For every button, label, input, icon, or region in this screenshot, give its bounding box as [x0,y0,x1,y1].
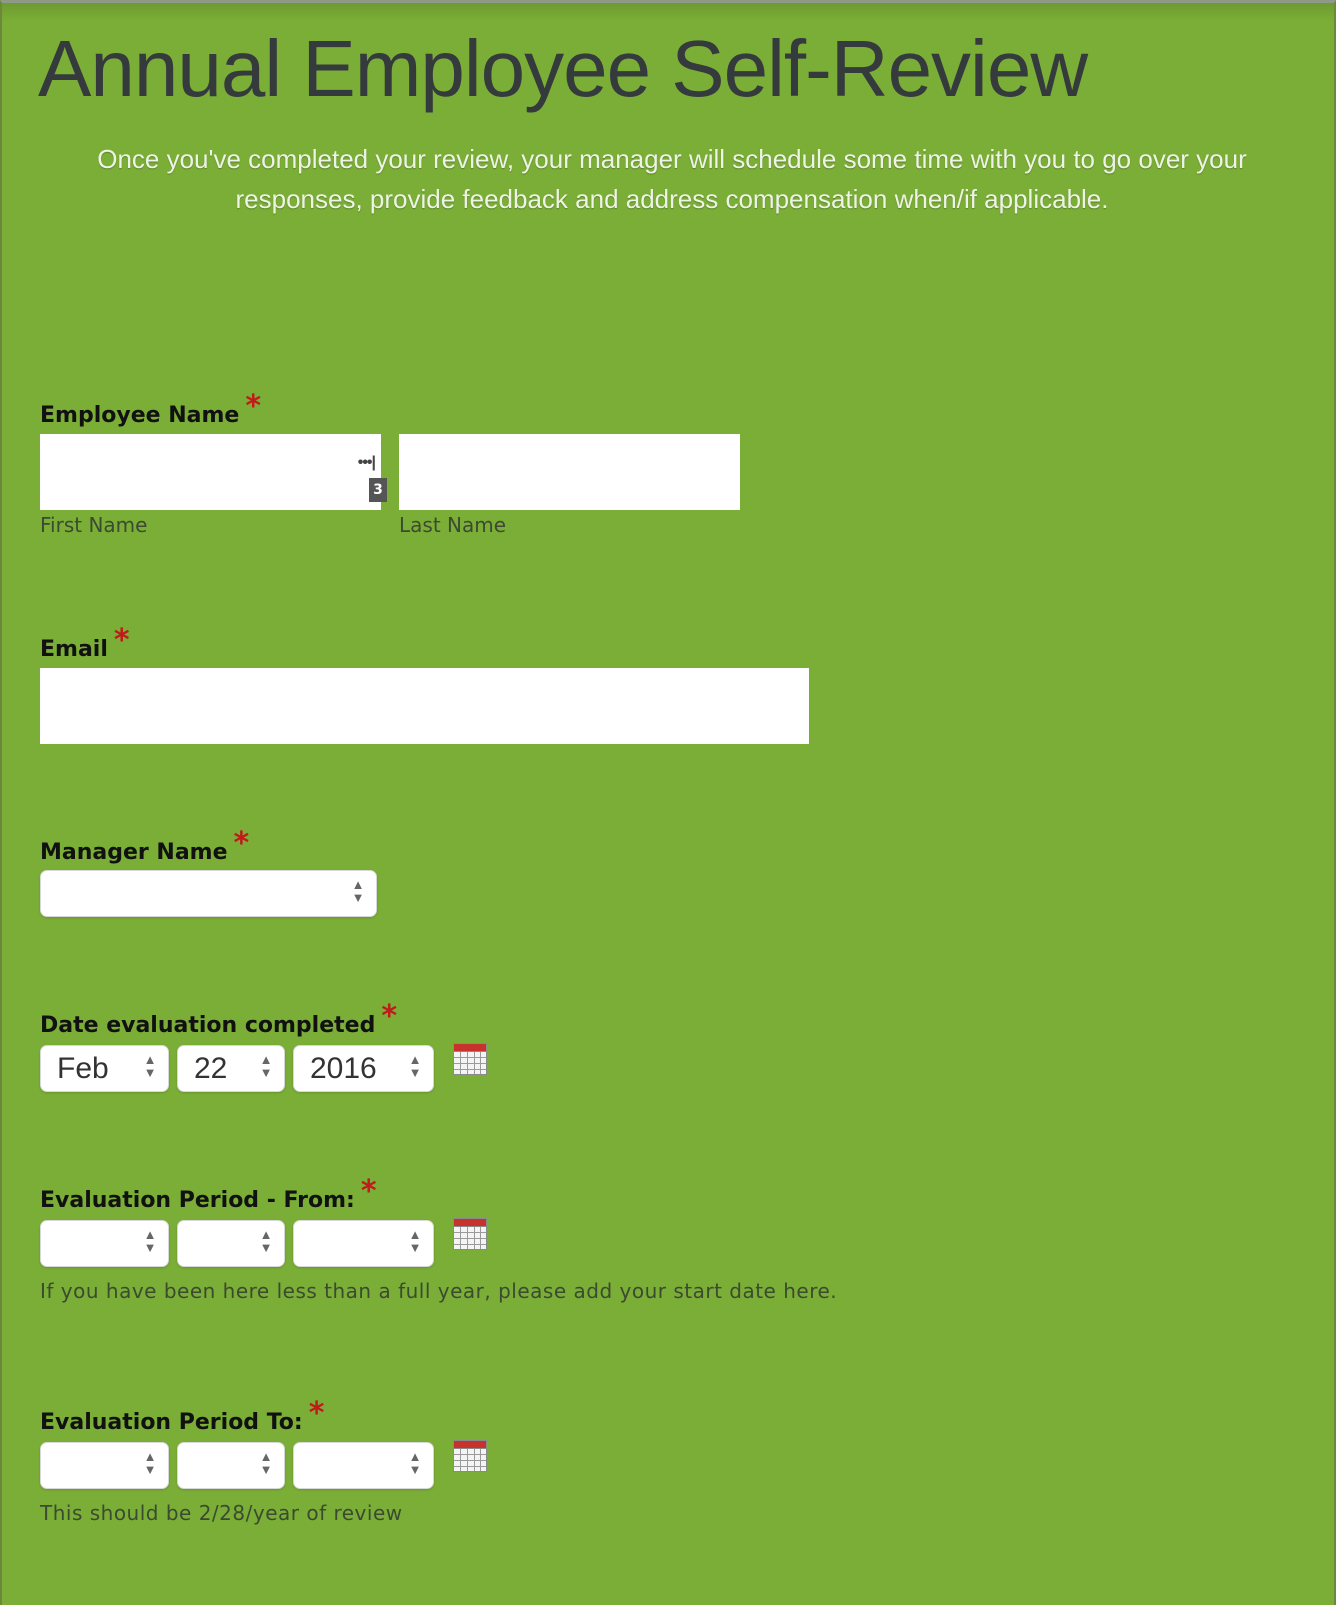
period-to-day-select[interactable] [177,1442,285,1489]
up-down-arrows-icon: ▲ ▼ [143,1227,157,1255]
autofill-key-icon[interactable]: •••| [357,454,375,471]
manager-name-label [40,826,250,867]
up-down-arrows-icon: ▲ ▼ [408,1449,422,1477]
calendar-icon[interactable] [453,1218,487,1250]
period-from-day-select[interactable] [177,1220,285,1267]
up-down-arrows-icon: ▲ ▼ [408,1052,422,1080]
up-down-arrows-icon: ▲ ▼ [351,877,365,905]
period-to-month-select[interactable] [40,1442,169,1489]
up-down-arrows-icon: ▲ ▼ [259,1052,273,1080]
period-to-hint: This should be 2/28/year of review [40,1501,403,1525]
required-asterisk: * [360,1174,377,1209]
employee-name-label-text: Employee Name [40,403,240,428]
last-name-sublabel: Last Name [399,513,507,537]
top-shade [2,3,1334,21]
period-to-label-text: Evaluation Period To: [40,1410,303,1435]
date-completed-month-select[interactable] [40,1045,169,1092]
date-completed-label [40,999,398,1040]
up-down-arrows-icon: ▲ ▼ [408,1227,422,1255]
up-down-arrows-icon: ▲ ▼ [259,1227,273,1255]
period-from-hint: If you have been here less than a full year, please add your start date here. [40,1279,838,1303]
period-to-label [40,1396,325,1437]
required-asterisk: * [381,999,398,1034]
calendar-icon[interactable] [453,1440,487,1472]
first-name-input[interactable] [40,434,381,510]
autofill-count-badge[interactable]: 3 [369,478,387,502]
date-completed-day-select[interactable] [177,1045,285,1092]
day-value: 22 [194,1052,228,1085]
period-from-label-text: Evaluation Period - From: [40,1188,355,1213]
required-asterisk: * [233,826,250,861]
period-from-month-select[interactable] [40,1220,169,1267]
period-from-year-select[interactable] [293,1220,434,1267]
up-down-arrows-icon: ▲ ▼ [143,1052,157,1080]
required-asterisk: * [245,389,262,424]
form-subtitle: Once you've completed your review, your manager will schedule some time with you to go over your responses, provide feedback and address compensation when/if applicable. [97,144,1247,214]
year-value: 2016 [310,1052,377,1085]
calendar-icon[interactable] [453,1043,487,1075]
up-down-arrows-icon: ▲ ▼ [259,1449,273,1477]
manager-name-label-text: Manager Name [40,840,228,865]
date-completed-year-select[interactable] [293,1045,434,1092]
first-name-sublabel: First Name [40,513,148,537]
form-title: Annual Employee Self-Review [38,24,1088,113]
date-completed-label-text: Date evaluation completed [40,1013,376,1038]
period-from-label [40,1174,377,1215]
manager-name-select[interactable] [40,870,377,917]
month-value: Feb [57,1052,109,1085]
email-label-text: Email [40,637,108,662]
last-name-input[interactable] [399,434,740,510]
email-label [40,623,130,664]
up-down-arrows-icon: ▲ ▼ [143,1449,157,1477]
period-to-year-select[interactable] [293,1442,434,1489]
required-asterisk: * [113,623,130,658]
employee-name-label [40,389,262,430]
email-input[interactable] [40,668,809,744]
required-asterisk: * [308,1396,325,1431]
